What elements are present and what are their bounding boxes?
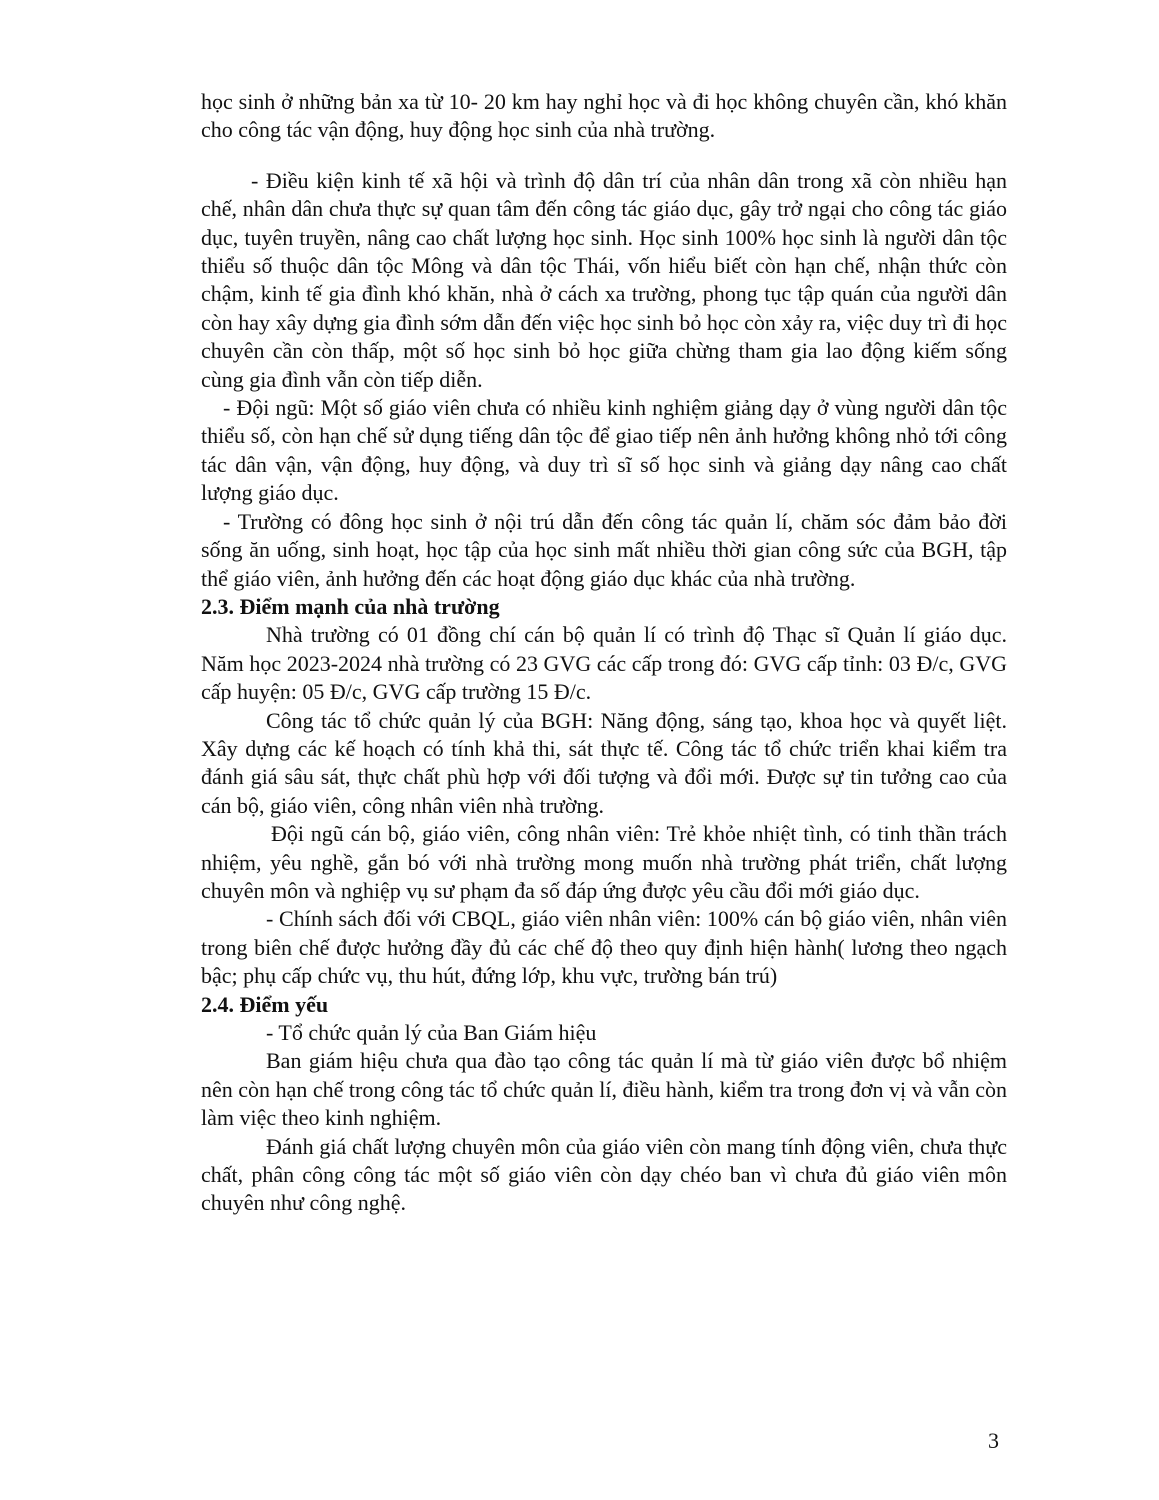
paragraph-socioeconomic: - Điều kiện kinh tế xã hội và trình độ dân trí của nhân dân trong xã còn nhiều hạn chế, nhân dân chưa thực sự quan tâm đến công tác giáo dục, gây trở ngại cho công tác giáo dục, tuyên truyền, nâng cao chất lượng học sinh. Học sinh 100% học sinh là người dân tộc thiểu số thuộc dân tộc Mông và dân tộc Thái, vốn hiểu biết còn hạn chế, nhận thức còn chậm, kinh tế gia đình khó khăn, nhà ở cách xa trường, phong tục tập quán của người dân còn hay xây dựng gia đình sớm dẫn đến việc học sinh bỏ học còn xảy ra, việc duy trì đi học chuyên cần còn thấp, một số học sinh bỏ học giữa chừng tham gia lao động kiếm sống cùng gia đình vẫn còn tiếp diễn. xyxy=(201,167,1007,392)
paragraph-strengths-management: Nhà trường có 01 đồng chí cán bộ quản lí có trình độ Thạc sĩ Quản lí giáo dục. Năm học 2023-2024 nhà trường có 23 GVG các cấp trong đó: GVG cấp tỉnh: 03 Đ/c, GVG cấp huyện: 05 Đ/c, GVG cấp trường 15 Đ/c. xyxy=(201,622,1007,705)
paragraph-staff: - Đội ngũ: Một số giáo viên chưa có nhiều kinh nghiệm giảng dạy ở vùng người dân tộc thiểu số, còn hạn chế sử dụng tiếng dân tộc để giao tiếp nên ảnh hưởng không nhỏ tới công tác dân vận, vận động, huy động, và duy trì sĩ số học sinh và giảng dạy nâng cao chất lượng giáo dục. xyxy=(201,395,1007,506)
paragraph-continuation: học sinh ở những bản xa từ 10- 20 km hay nghỉ học và đi học không chuyên cần, khó khăn cho công tác vận động, huy động học sinh của nhà trường. xyxy=(201,89,1007,143)
document-page xyxy=(201,88,1007,1218)
paragraph-boarding: - Trường có đông học sinh ở nội trú dẫn đến công tác quản lí, chăm sóc đảm bảo đời sống ăn uống, sinh hoạt, học tập của học sinh mất nhiều thời gian công sức của BGH, tập thể giáo viên, ảnh hưởng đến các hoạt động giáo dục khác của nhà trường. xyxy=(201,508,1007,591)
page-number: 3 xyxy=(988,1428,999,1453)
section-heading-strengths: 2.3. Điểm mạnh của nhà trường xyxy=(201,593,500,619)
paragraph-strengths-policy: - Chính sách đối với CBQL, giáo viên nhân viên: 100% cán bộ giáo viên, nhân viên trong biên chế được hưởng đầy đủ các chế độ theo quy định hiện hành( lương theo ngạch bậc; phụ cấp chức vụ, thu hút, đứng lớp, khu vực, trường bán trú) xyxy=(201,906,1007,989)
section-heading-weaknesses: 2.4. Điểm yếu xyxy=(201,991,329,1017)
paragraph-strengths-organization: Công tác tổ chức quản lý của BGH: Năng động, sáng tạo, khoa học và quyết liệt. Xây dựng các kế hoạch có tính khả thi, sát thực tế. Công tác tổ chức triển khai kiểm tra đánh giá sâu sát, thực chất phù hợp với đối tượng và đổi mới. Được sự tin tưởng cao của cán bộ, giáo viên, công nhân viên nhà trường. xyxy=(201,707,1007,818)
paragraph-weakness-title: - Tổ chức quản lý của Ban Giám hiệu xyxy=(266,1020,597,1045)
paragraph-strengths-staff: Đội ngũ cán bộ, giáo viên, công nhân viên: Trẻ khỏe nhiệt tình, có tinh thần trách nhiệm, yêu nghề, gắn bó với nhà trường mong muốn nhà trường phát triển, chất lượng chuyên môn và nghiệp vụ sư phạm đa số đáp ứng được yêu cầu đổi mới giáo dục. xyxy=(201,821,1007,903)
paragraph-weakness-management: Ban giám hiệu chưa qua đào tạo công tác quản lí mà từ giáo viên được bổ nhiệm nên còn hạn chế trong công tác tổ chức quản lí, điều hành, kiểm tra trong đơn vị và vẫn còn làm việc theo kinh nghiệm. xyxy=(201,1048,1007,1131)
paragraph-weakness-evaluation: Đánh giá chất lượng chuyên môn của giáo viên còn mang tính động viên, chưa thực chất, phân công công tác một số giáo viên còn dạy chéo ban vì chưa đủ giáo viên môn chuyên như công nghệ. xyxy=(201,1133,1007,1216)
